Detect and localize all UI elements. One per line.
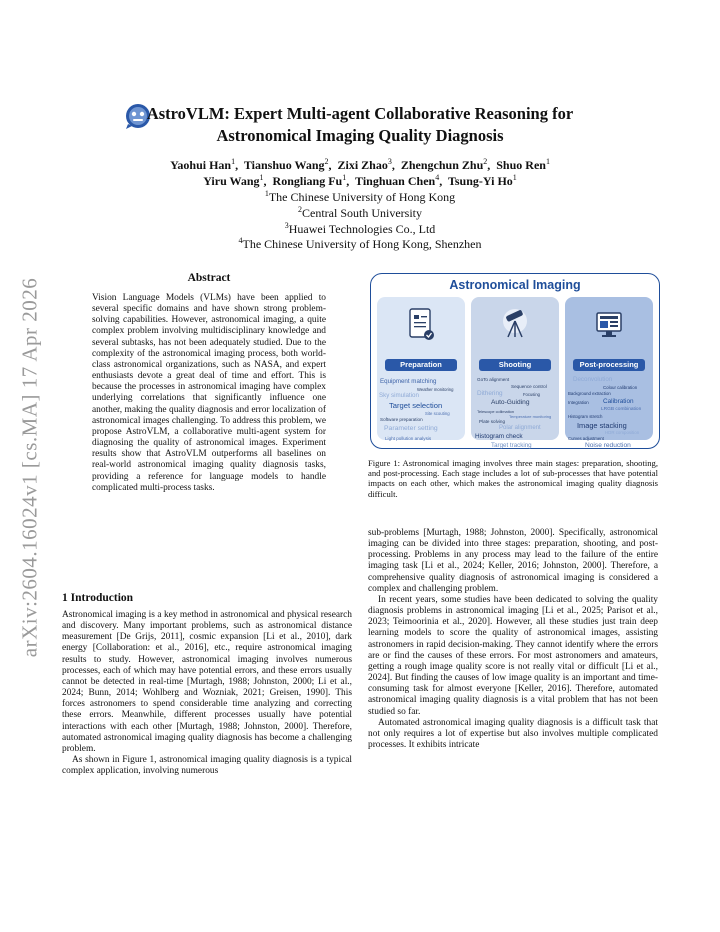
process-item: Image stacking — [577, 421, 627, 430]
affiliation-name: The Chinese University of Hong Kong — [268, 190, 456, 204]
figure-caption: Figure 1: Astronomical imaging involves three main stages: preparation, shooting, and post-processing. Each stage includes a lot of sub-processes that have potential impacts on each other, which makes the astronomical imaging quality diagnosis difficult. — [368, 458, 658, 499]
stage-shooting — [471, 297, 559, 449]
process-item: Weather monitoring — [417, 387, 454, 392]
process-item: Target selection — [389, 401, 443, 410]
document-checklist-icon — [407, 307, 435, 343]
right-column-body — [368, 528, 658, 751]
process-item: Site scouting — [425, 411, 450, 416]
affiliation — [120, 190, 600, 206]
paragraph: Astronomical imaging is a key method in astronomical and physical research and discovery. Many important problems, such as astronomical distance measurement [De Grijs, 2011], cosmic expansion [Li et al., 2010], dark energy [Collaboration: et al., 2016], etc., require astronomical imaging results to study. However, astronomical imaging involves numerous processes, each of which may have potential errors, and these errors usually cannot be detected in real-time [Murtagh, 1988; Johnston, 2000; Li et al., 2024; Bunn, 2014; Wohlberg and Wozniak, 2021; Greisen, 1990]. This forces astronomers to spend considerable time analyzing and correcting these errors. Meanwhile, different processes usually have potential interactions with each other [Murtagh, 1988; Johnston, 2000]. Therefore, automated astronomical imaging quality diagnosis has become a challenging problem. — [62, 610, 352, 754]
author-name: Zhengchun Zhu — [400, 158, 484, 172]
author-affil-mark: 2 — [483, 157, 488, 166]
abstract-heading: Abstract — [187, 272, 231, 284]
paragraph: In recent years, some studies have been dedicated to solving the quality diagnosis problems in astronomical imaging [Li et al., 2025; Parisot et al., 2023; Teimoorinia et al., 2020]. However, all these studies just train deep learning models to score the quality of astronomical images, assisting astronomers in rapid decision-making. They cannot identify where the errors are or find the causes of these errors. For most astronomers and amateurs, getting a rough image quality score is not really vital or difficult [Li et al., 2024]. But finding the causes of low image quality is an important and time-consuming task for almost everyone [Keller, 2016]. Therefore, automated astronomical imaging quality diagnosis is a vital problem that has not been studied so far. — [368, 594, 658, 717]
affiliation-name: Huawei Technologies Co., Ltd — [288, 221, 436, 236]
process-item: Dithering — [477, 390, 503, 397]
introduction-body — [62, 610, 352, 777]
author-affil-mark: 4 — [435, 172, 440, 182]
author-line-2: Yiru Wang$^1$, Rongliang Fu$^1$, Tinghuan Chen$^4$, Tsung-Yi Ho$^1$ — [203, 172, 517, 188]
process-item: Histogram check — [475, 433, 523, 440]
process-item: Colour calibration — [603, 385, 638, 390]
author-name: Zixi Zhao — [337, 158, 388, 172]
paper-title — [125, 104, 595, 146]
affiliation-mark: 2 — [298, 204, 302, 214]
process-item: Temperature monitoring — [509, 414, 552, 419]
stage-post-processing — [565, 297, 653, 449]
affiliation-list — [120, 190, 600, 253]
process-item: Focusing — [523, 392, 540, 397]
author-name: Yiru Wang — [203, 173, 260, 188]
process-item: Calibration — [603, 398, 634, 405]
process-item: LRGB combination — [601, 407, 642, 412]
author-affil-mark: 1 — [259, 172, 264, 182]
author-affil-mark: 1 — [512, 172, 517, 182]
process-item: Curves adjustment — [568, 436, 604, 441]
affiliation-name: The Chinese University of Hong Kong, Shenzhen — [242, 237, 482, 252]
telescope-icon — [501, 307, 529, 343]
process-item: Sky simulation — [379, 392, 419, 399]
author-affil-mark: 3 — [387, 157, 392, 166]
author-name: Tinghuan Chen — [355, 173, 436, 188]
title-line-2: Astronomical Imaging Quality Diagnosis — [216, 126, 504, 145]
author-name: Tianshuo Wang — [243, 158, 325, 172]
affiliation-mark: 4 — [238, 236, 243, 246]
process-item: Telescope collimation — [477, 409, 514, 414]
author-name: Shuo Ren — [496, 158, 546, 172]
author-affil-mark: 1 — [231, 157, 236, 166]
process-item: Deconvolution — [573, 376, 613, 383]
monitor-icon — [595, 307, 623, 343]
author-name: Rongliang Fu — [272, 173, 343, 188]
process-item: Equipment matching — [380, 378, 437, 385]
author-list — [90, 158, 630, 189]
affiliation-mark: 3 — [284, 220, 289, 230]
process-item: Software preparation — [380, 417, 423, 422]
process-item: Polar alignment — [499, 425, 541, 431]
figure-1-astronomical-imaging — [370, 273, 660, 449]
process-item: Target tracking — [491, 442, 532, 449]
author-affil-mark: 2 — [324, 157, 329, 166]
process-item: Parameter setting — [384, 425, 438, 432]
affiliation — [120, 237, 600, 253]
affiliation — [120, 222, 600, 238]
stage-preparation — [377, 297, 465, 440]
section-heading-introduction: 1 Introduction — [62, 592, 134, 604]
affiliation — [120, 206, 600, 222]
process-item: Plate solving — [479, 419, 506, 424]
figure-title: Astronomical Imaging — [449, 278, 581, 292]
process-item: Sequence control — [511, 384, 547, 389]
author-affil-mark: 1 — [545, 157, 550, 166]
stage-label: Preparation — [385, 359, 457, 371]
author-affil-mark: 1 — [342, 172, 347, 182]
arxiv-identifier-stamp: arXiv:2604.16024v1 [cs.MA] 17 Apr 2026 — [17, 277, 42, 658]
stage-label: Post-processing — [573, 359, 645, 371]
process-item: Integration — [568, 400, 589, 405]
process-item: Noise reduction — [585, 442, 631, 449]
author-name: Yaohui Han — [170, 158, 232, 172]
paragraph: As shown in Figure 1, astronomical imaging quality diagnosis is a typical complex application, involving numerous — [62, 755, 352, 777]
process-item: Histogram stretch — [568, 414, 603, 419]
affiliation-name: Central South University — [302, 205, 422, 220]
title-line-1: AstroVLM: Expert Multi-agent Collaborative Reasoning for — [146, 104, 574, 123]
stage-label: Shooting — [479, 359, 551, 371]
process-item: Light pollution analysis — [385, 436, 432, 441]
process-item: Auto-Guiding — [491, 399, 530, 406]
author-line-1: Yaohui Han$^1$, Tianshuo Wang$^2$, Zixi Zhao$^3$, Zhengchun Zhu$^2$, Shuo Ren$^1$ — [170, 157, 550, 172]
process-item: HDR composition — [605, 430, 640, 435]
paragraph: sub-problems [Murtagh, 1988; Johnston, 2000]. Specifically, astronomical imaging can be divided into three stages: preparation, shooting, and post-processing. Problems in any process may lead to the failure of the entire imaging task [Li et al., 2024; Keller, 2016; Johnston, 2000]. Therefore, a comprehensive quality diagnosis of astronomical imaging is considered a complex and challenging problem. — [368, 528, 658, 594]
affiliation-mark: 1 — [264, 189, 269, 198]
abstract-body: Vision Language Models (VLMs) have been applied to several specific domains and have shown strong problem-solving capabilities. However, astronomical imaging, a quite complex problem involving multidisciplinary knowledge and several subtasks, has not been adequately studied. Due to the complexity of the astronomical imaging process, both world-class astronomical organizations, such as NASA, and expert enthusiasts devote a great deal of time and effort. This is because the processes in astronomical imaging have complex underlying correlations that significantly influence one another, making the quality diagnosis and error localization of astronomical images challenging. To address this problem, we propose AstroVLM, a collaborative multi-agent system for diagnosing the quality of astronomical images. Experiment results show that AstroVLM outperforms all baselines on real-world astronomical imaging quality diagnosis tasks, providing a reference for language models to handle complicated multi-process tasks. — [92, 293, 326, 493]
process-item: GoTo alignment — [477, 377, 510, 382]
paragraph: Automated astronomical imaging quality diagnosis is a difficult task that not only requires a lot of expertise but also involves multiple complicated processes. It exhibits intricate — [368, 717, 658, 750]
author-name: Tsung-Yi Ho — [447, 173, 513, 188]
process-item: Background extraction — [568, 391, 611, 396]
